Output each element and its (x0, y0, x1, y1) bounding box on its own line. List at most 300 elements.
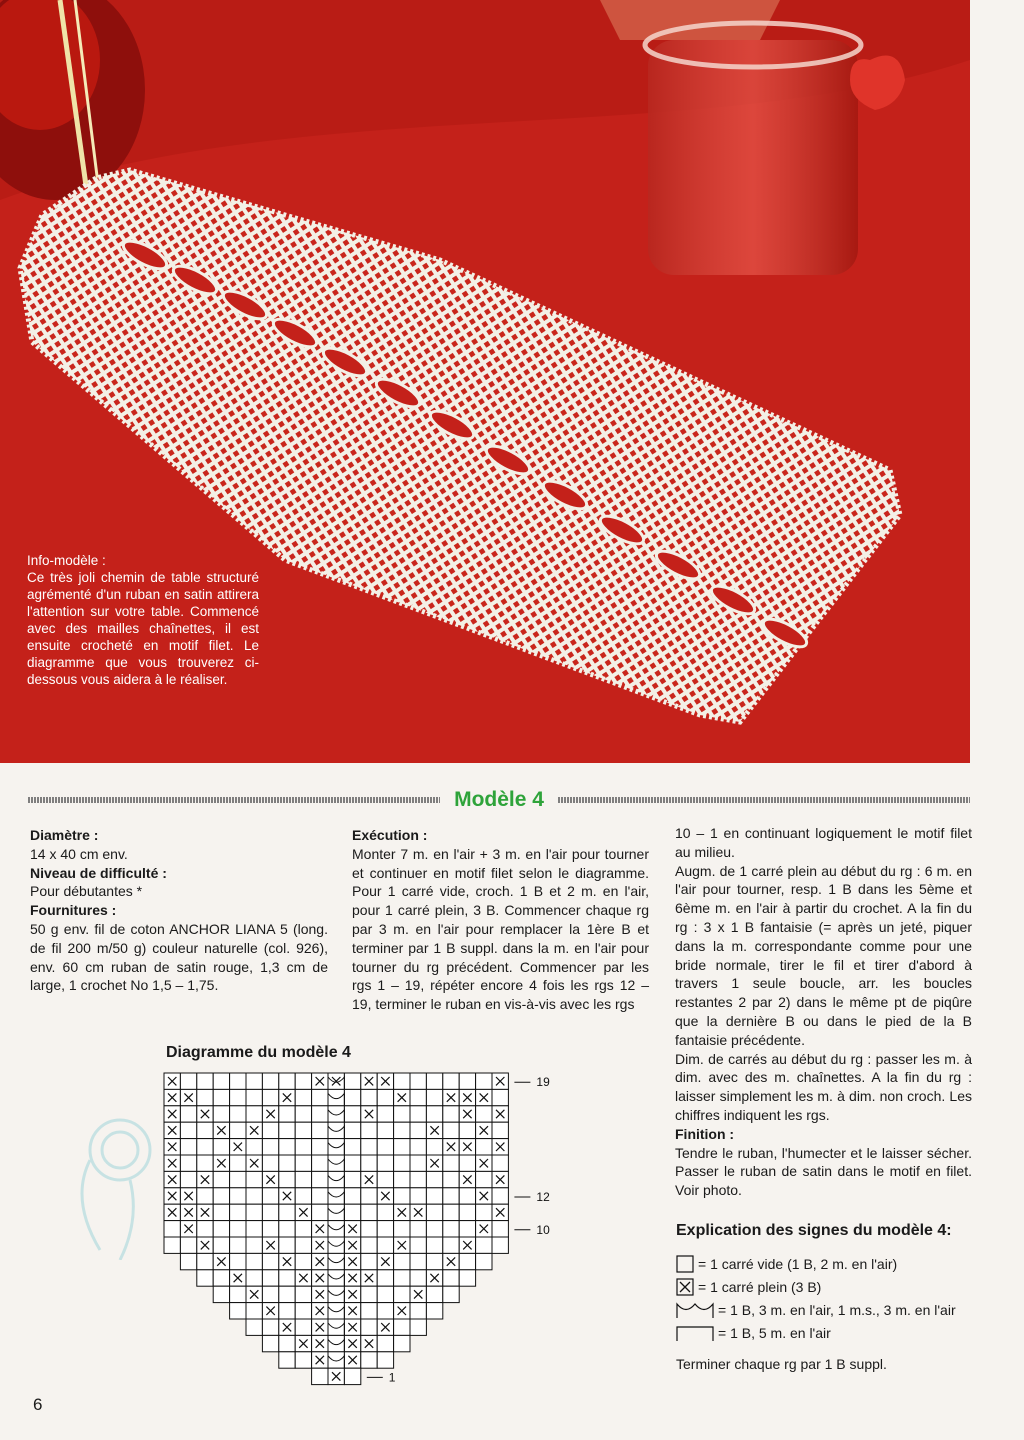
filled-square (394, 1237, 410, 1253)
empty-square (476, 1237, 492, 1253)
filled-square (459, 1237, 475, 1253)
filled-square (180, 1089, 196, 1105)
empty-square (492, 1155, 508, 1171)
empty-square (197, 1089, 213, 1105)
empty-square (459, 1221, 475, 1237)
diametre-label: Diamètre : (30, 827, 99, 843)
empty-square (279, 1155, 295, 1171)
filled-square (246, 1286, 262, 1302)
empty-square (394, 1171, 410, 1187)
empty-square (377, 1139, 393, 1155)
filled-square (459, 1106, 475, 1122)
empty-square (459, 1188, 475, 1204)
empty-square (295, 1319, 311, 1335)
filled-square (492, 1139, 508, 1155)
empty-square (410, 1106, 426, 1122)
empty-square (426, 1188, 442, 1204)
empty-square (164, 1221, 180, 1237)
empty-square (377, 1089, 393, 1105)
empty-square (328, 1171, 344, 1187)
legend-item-bar (676, 1321, 956, 1344)
empty-square (492, 1122, 508, 1138)
empty-square (180, 1171, 196, 1187)
empty-square (312, 1122, 328, 1138)
empty-square (262, 1204, 278, 1220)
empty-square (262, 1122, 278, 1138)
empty-square (426, 1303, 442, 1319)
empty-square (344, 1171, 360, 1187)
empty-square (312, 1139, 328, 1155)
empty-square (246, 1319, 262, 1335)
empty-square (377, 1335, 393, 1351)
row-label: 12 (536, 1190, 550, 1204)
empty-square (394, 1286, 410, 1302)
loop-icon (676, 1301, 714, 1319)
filled-square (312, 1335, 328, 1351)
empty-square (410, 1303, 426, 1319)
empty-square (328, 1188, 344, 1204)
empty-square (295, 1122, 311, 1138)
empty-square (246, 1188, 262, 1204)
empty-square (246, 1303, 262, 1319)
legend-text: = 1 B, 3 m. en l'air, 1 m.s., 3 m. en l'air (718, 1301, 956, 1318)
filled-square (410, 1286, 426, 1302)
empty-square (262, 1139, 278, 1155)
filled-square (361, 1073, 377, 1089)
empty-square (476, 1171, 492, 1187)
filled-square (328, 1073, 344, 1089)
empty-square (213, 1089, 229, 1105)
filled-square (476, 1221, 492, 1237)
empty-square (246, 1139, 262, 1155)
empty-square (443, 1106, 459, 1122)
empty-square (410, 1139, 426, 1155)
filled-square (492, 1073, 508, 1089)
empty-square (394, 1335, 410, 1351)
empty-square (328, 1204, 344, 1220)
empty-square (377, 1303, 393, 1319)
empty-square (312, 1188, 328, 1204)
filled-square (197, 1106, 213, 1122)
empty-square (377, 1270, 393, 1286)
empty-square (295, 1139, 311, 1155)
empty-square (377, 1237, 393, 1253)
empty-square (213, 1204, 229, 1220)
empty-square (180, 1073, 196, 1089)
empty-square (213, 1237, 229, 1253)
empty-square (213, 1171, 229, 1187)
empty-square (426, 1237, 442, 1253)
info-title: Info-modèle : (27, 553, 106, 568)
empty-square (213, 1188, 229, 1204)
filled-square (426, 1270, 442, 1286)
empty-square (459, 1204, 475, 1220)
empty-square (246, 1089, 262, 1105)
supplies-value: 50 g env. fil de coton ANCHOR LIANA 5 (long. de fil 200 m/50 g) couleur naturelle (col. 926), env. 60 cm ruban de satin rouge, 1,3 cm de large, 1 crochet No 1,5 – 1,75. (30, 920, 328, 994)
empty-square (279, 1204, 295, 1220)
empty-square (377, 1155, 393, 1171)
empty-square (230, 1253, 246, 1269)
empty-square (230, 1303, 246, 1319)
empty-square (230, 1073, 246, 1089)
empty-square (394, 1188, 410, 1204)
filled-square (344, 1286, 360, 1302)
empty-square (459, 1270, 475, 1286)
empty-square (443, 1171, 459, 1187)
legend-text: = 1 carré plein (3 B) (698, 1278, 822, 1295)
empty-square (279, 1270, 295, 1286)
empty-square (262, 1221, 278, 1237)
filled-square (344, 1253, 360, 1269)
empty-square (410, 1089, 426, 1105)
empty-square (426, 1253, 442, 1269)
empty-square (492, 1089, 508, 1105)
model-title: Modèle 4 (454, 788, 544, 811)
filled-square (180, 1188, 196, 1204)
empty-square (394, 1122, 410, 1138)
right-dotted-rule (558, 797, 970, 803)
empty-square (262, 1253, 278, 1269)
empty-square (295, 1089, 311, 1105)
empty-square (279, 1286, 295, 1302)
finishing-label: Finition : (675, 1125, 735, 1142)
empty-square (492, 1221, 508, 1237)
empty-square (492, 1237, 508, 1253)
empty-square (410, 1319, 426, 1335)
empty-square (262, 1089, 278, 1105)
filled-square (279, 1319, 295, 1335)
empty-square (426, 1221, 442, 1237)
filled-square (164, 1106, 180, 1122)
empty-square (279, 1122, 295, 1138)
empty-square (246, 1204, 262, 1220)
empty-square (197, 1188, 213, 1204)
filled-square (246, 1122, 262, 1138)
empty-square (459, 1155, 475, 1171)
filled-square (312, 1270, 328, 1286)
empty-square (230, 1188, 246, 1204)
filled-square (295, 1335, 311, 1351)
empty-square (230, 1221, 246, 1237)
filled-square-icon (676, 1278, 694, 1296)
empty-square (344, 1188, 360, 1204)
empty-square (213, 1106, 229, 1122)
empty-square (213, 1221, 229, 1237)
filled-square (443, 1089, 459, 1105)
empty-square (295, 1188, 311, 1204)
empty-square (230, 1106, 246, 1122)
diagram-title: Diagramme du modèle 4 (166, 1044, 351, 1061)
empty-square (197, 1253, 213, 1269)
difficulty-value: Pour débutantes * (30, 883, 143, 900)
empty-square (492, 1188, 508, 1204)
filled-square (312, 1286, 328, 1302)
filled-square (476, 1155, 492, 1171)
empty-square (197, 1221, 213, 1237)
empty-square (410, 1188, 426, 1204)
empty-square (328, 1253, 344, 1269)
filled-square (230, 1139, 246, 1155)
empty-square (180, 1139, 196, 1155)
empty-square (279, 1237, 295, 1253)
empty-square (410, 1237, 426, 1253)
empty-square (262, 1073, 278, 1089)
empty-square (180, 1237, 196, 1253)
empty-square (279, 1106, 295, 1122)
empty-square (279, 1073, 295, 1089)
empty-square (476, 1073, 492, 1089)
empty-square (394, 1106, 410, 1122)
empty-square (328, 1139, 344, 1155)
empty-square (476, 1106, 492, 1122)
filled-square (344, 1335, 360, 1351)
empty-square (180, 1253, 196, 1269)
execution-label: Exécution : (352, 827, 428, 843)
bar-icon (676, 1324, 714, 1342)
empty-square (377, 1204, 393, 1220)
empty-square (443, 1270, 459, 1286)
empty-square (394, 1270, 410, 1286)
empty-square (246, 1073, 262, 1089)
filled-square (164, 1089, 180, 1105)
legend-text: = 1 B, 5 m. en l'air (718, 1324, 831, 1341)
filled-square (312, 1319, 328, 1335)
empty-square (312, 1089, 328, 1105)
empty-square (410, 1270, 426, 1286)
filled-square (394, 1204, 410, 1220)
filled-square (426, 1122, 442, 1138)
empty-square (246, 1106, 262, 1122)
legend-item-filled (676, 1275, 956, 1298)
filled-square (394, 1303, 410, 1319)
filled-square (262, 1171, 278, 1187)
empty-square (312, 1204, 328, 1220)
empty-square (443, 1204, 459, 1220)
filled-square (426, 1155, 442, 1171)
empty-square (230, 1089, 246, 1105)
empty-square (230, 1237, 246, 1253)
empty-square (394, 1253, 410, 1269)
filled-square (180, 1221, 196, 1237)
empty-square (459, 1122, 475, 1138)
empty-square (262, 1270, 278, 1286)
crochet-diagram (150, 1060, 580, 1390)
empty-square (279, 1171, 295, 1187)
empty-square (361, 1122, 377, 1138)
filled-square (312, 1221, 328, 1237)
empty-square (328, 1335, 344, 1351)
middle-column (352, 826, 649, 1014)
empty-square (377, 1122, 393, 1138)
empty-square (295, 1237, 311, 1253)
empty-square (426, 1106, 442, 1122)
empty-square (426, 1073, 442, 1089)
filled-square (361, 1335, 377, 1351)
empty-square (262, 1335, 278, 1351)
empty-square (426, 1089, 442, 1105)
diametre-value: 14 x 40 cm env. (30, 845, 128, 862)
empty-square (361, 1139, 377, 1155)
empty-square (361, 1221, 377, 1237)
filled-square (459, 1089, 475, 1105)
empty-square (476, 1253, 492, 1269)
filled-square (197, 1171, 213, 1187)
empty-square (410, 1221, 426, 1237)
empty-square (426, 1286, 442, 1302)
empty-square (213, 1270, 229, 1286)
empty-square (197, 1139, 213, 1155)
filled-square (164, 1171, 180, 1187)
empty-square (443, 1188, 459, 1204)
filled-square (377, 1073, 393, 1089)
empty-square (328, 1286, 344, 1302)
empty-square (312, 1106, 328, 1122)
empty-square (246, 1221, 262, 1237)
empty-square (213, 1286, 229, 1302)
empty-square (328, 1106, 344, 1122)
empty-square (279, 1335, 295, 1351)
empty-square (295, 1221, 311, 1237)
empty-square (230, 1204, 246, 1220)
empty-square (459, 1073, 475, 1089)
filled-square (394, 1089, 410, 1105)
filled-square (262, 1303, 278, 1319)
empty-square (328, 1155, 344, 1171)
row-label: 1 (388, 1370, 396, 1385)
empty-square (344, 1204, 360, 1220)
filled-square (377, 1319, 393, 1335)
empty-square (180, 1122, 196, 1138)
empty-square (328, 1237, 344, 1253)
empty-square (213, 1139, 229, 1155)
filled-square (312, 1237, 328, 1253)
filled-square (476, 1122, 492, 1138)
empty-square (410, 1171, 426, 1187)
filled-square (213, 1253, 229, 1269)
empty-square (361, 1089, 377, 1105)
filled-square (344, 1270, 360, 1286)
filled-square (492, 1106, 508, 1122)
filled-square (344, 1237, 360, 1253)
empty-square (361, 1319, 377, 1335)
filled-square (361, 1106, 377, 1122)
empty-square (230, 1122, 246, 1138)
filled-square (377, 1188, 393, 1204)
empty-square (443, 1237, 459, 1253)
legend-title: Explication des signes du modèle 4: (676, 1222, 952, 1239)
filled-square (279, 1188, 295, 1204)
empty-square (377, 1221, 393, 1237)
empty-square (361, 1303, 377, 1319)
empty-square (426, 1204, 442, 1220)
empty-square (295, 1303, 311, 1319)
empty-square (426, 1171, 442, 1187)
empty-square (279, 1221, 295, 1237)
supplies-label: Fournitures : (30, 902, 117, 919)
empty-square (377, 1352, 393, 1368)
empty-square (197, 1155, 213, 1171)
filled-square (213, 1122, 229, 1138)
empty-square (344, 1155, 360, 1171)
empty-square (328, 1303, 344, 1319)
empty-square (246, 1171, 262, 1187)
empty-square (164, 1237, 180, 1253)
row-label: 10 (536, 1222, 550, 1237)
empty-square (328, 1122, 344, 1138)
legend-final-note: Terminer chaque rg par 1 B suppl. (676, 1356, 887, 1372)
filled-square (312, 1073, 328, 1089)
continuation-text: 10 – 1 en continuant logiquement le motif filet au milieu. (675, 825, 972, 860)
filled-square (344, 1303, 360, 1319)
empty-square (230, 1286, 246, 1302)
empty-square (262, 1188, 278, 1204)
empty-square (279, 1139, 295, 1155)
empty-square (443, 1221, 459, 1237)
filled-square (476, 1089, 492, 1105)
filled-square (492, 1204, 508, 1220)
empty-square (328, 1352, 344, 1368)
empty-square (197, 1122, 213, 1138)
empty-square (410, 1155, 426, 1171)
empty-square (328, 1089, 344, 1105)
empty-square-icon (676, 1255, 694, 1273)
empty-square (410, 1253, 426, 1269)
empty-square (312, 1368, 328, 1384)
empty-square (246, 1253, 262, 1269)
empty-square (344, 1089, 360, 1105)
empty-square (328, 1221, 344, 1237)
empty-square (426, 1139, 442, 1155)
empty-square (295, 1171, 311, 1187)
filled-square (361, 1270, 377, 1286)
empty-square (295, 1073, 311, 1089)
empty-square (361, 1237, 377, 1253)
finishing-text: Tendre le ruban, l'humecter et le laisser sécher. Passer le ruban de satin dans le motif en filet. Voir photo. (675, 1144, 972, 1199)
empty-square (361, 1286, 377, 1302)
filled-square (312, 1303, 328, 1319)
legend-item-empty (676, 1252, 956, 1275)
filled-square (328, 1368, 344, 1384)
filled-square (197, 1237, 213, 1253)
empty-square (377, 1286, 393, 1302)
empty-square (443, 1073, 459, 1089)
empty-square (262, 1286, 278, 1302)
empty-square (443, 1155, 459, 1171)
empty-square (344, 1139, 360, 1155)
difficulty-label: Niveau de difficulté : (30, 864, 167, 881)
empty-square (394, 1319, 410, 1335)
info-box (27, 552, 259, 688)
empty-square (361, 1204, 377, 1220)
left-dotted-rule (28, 797, 440, 803)
filled-square (492, 1171, 508, 1187)
empty-square (361, 1253, 377, 1269)
filled-square (459, 1139, 475, 1155)
empty-square (328, 1319, 344, 1335)
empty-square (295, 1253, 311, 1269)
legend-text: = 1 carré vide (1 B, 2 m. en l'air) (698, 1255, 898, 1272)
empty-square (459, 1253, 475, 1269)
empty-square (476, 1204, 492, 1220)
filled-square (476, 1188, 492, 1204)
filled-square (459, 1171, 475, 1187)
filled-square (262, 1237, 278, 1253)
empty-square (377, 1106, 393, 1122)
empty-square (344, 1073, 360, 1089)
filled-square (443, 1139, 459, 1155)
empty-square (394, 1221, 410, 1237)
empty-square (312, 1171, 328, 1187)
